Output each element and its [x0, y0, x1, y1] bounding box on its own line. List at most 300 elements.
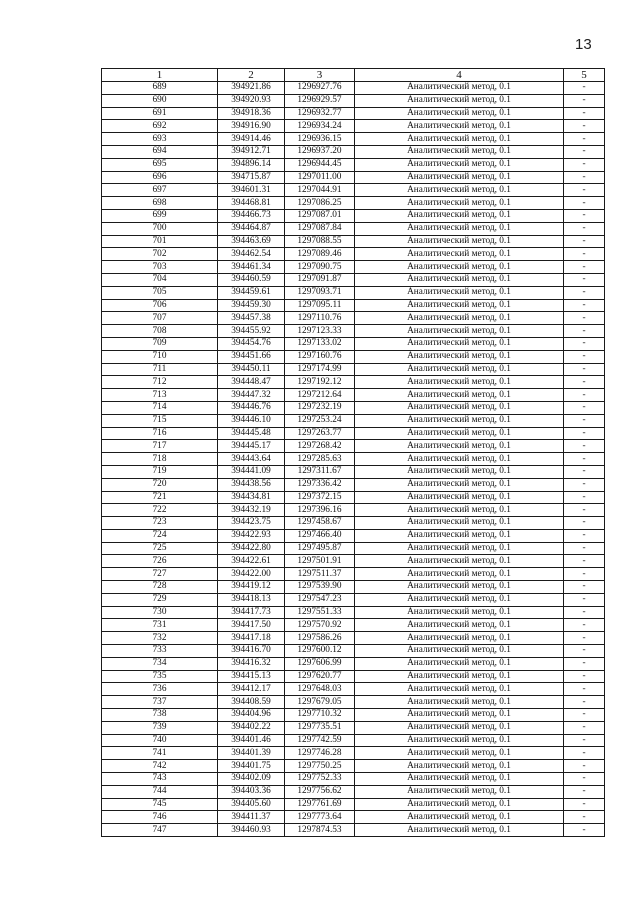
- note-cell: -: [564, 696, 605, 709]
- point-number-cell: 737: [102, 696, 218, 709]
- x-coordinate-cell: 394459.30: [218, 299, 285, 312]
- x-coordinate-cell: 394457.38: [218, 312, 285, 325]
- note-cell: -: [564, 721, 605, 734]
- note-cell: -: [564, 542, 605, 555]
- column-header-1: 1: [102, 69, 218, 82]
- method-cell: Аналитический метод, 0.1: [355, 145, 564, 158]
- y-coordinate-cell: 1297396.16: [285, 504, 355, 517]
- x-coordinate-cell: 394408.59: [218, 696, 285, 709]
- note-cell: -: [564, 184, 605, 197]
- method-cell: Аналитический метод, 0.1: [355, 376, 564, 389]
- method-cell: Аналитический метод, 0.1: [355, 325, 564, 338]
- point-number-cell: 740: [102, 734, 218, 747]
- method-cell: Аналитический метод, 0.1: [355, 581, 564, 594]
- y-coordinate-cell: 1297090.75: [285, 261, 355, 274]
- y-coordinate-cell: 1296932.77: [285, 107, 355, 120]
- note-cell: -: [564, 478, 605, 491]
- point-number-cell: 719: [102, 465, 218, 478]
- y-coordinate-cell: 1297089.46: [285, 248, 355, 261]
- table-row: [102, 619, 605, 632]
- method-cell: Аналитический метод, 0.1: [355, 389, 564, 402]
- method-cell: Аналитический метод, 0.1: [355, 657, 564, 670]
- note-cell: -: [564, 286, 605, 299]
- table-row: [102, 440, 605, 453]
- y-coordinate-cell: 1297372.15: [285, 491, 355, 504]
- method-cell: Аналитический метод, 0.1: [355, 453, 564, 466]
- y-coordinate-cell: 1297742.59: [285, 734, 355, 747]
- point-number-cell: 697: [102, 184, 218, 197]
- point-number-cell: 720: [102, 478, 218, 491]
- table-row: [102, 465, 605, 478]
- x-coordinate-cell: 394419.12: [218, 581, 285, 594]
- method-cell: Аналитический метод, 0.1: [355, 261, 564, 274]
- y-coordinate-cell: 1297110.76: [285, 312, 355, 325]
- table-row: [102, 389, 605, 402]
- table-row: [102, 235, 605, 248]
- method-cell: Аналитический метод, 0.1: [355, 734, 564, 747]
- method-cell: Аналитический метод, 0.1: [355, 440, 564, 453]
- table-row: [102, 709, 605, 722]
- y-coordinate-cell: 1297606.99: [285, 657, 355, 670]
- x-coordinate-cell: 394896.14: [218, 158, 285, 171]
- method-cell: Аналитический метод, 0.1: [355, 811, 564, 824]
- table-row: [102, 197, 605, 210]
- method-cell: Аналитический метод, 0.1: [355, 82, 564, 95]
- y-coordinate-cell: 1297679.05: [285, 696, 355, 709]
- x-coordinate-cell: 394402.22: [218, 721, 285, 734]
- point-number-cell: 710: [102, 350, 218, 363]
- y-coordinate-cell: 1297044.91: [285, 184, 355, 197]
- table-row: [102, 645, 605, 658]
- table-row: [102, 171, 605, 184]
- point-number-cell: 746: [102, 811, 218, 824]
- table-row: [102, 670, 605, 683]
- note-cell: -: [564, 760, 605, 773]
- y-coordinate-cell: 1297091.87: [285, 273, 355, 286]
- method-cell: Аналитический метод, 0.1: [355, 273, 564, 286]
- table-row: [102, 82, 605, 95]
- method-cell: Аналитический метод, 0.1: [355, 619, 564, 632]
- note-cell: -: [564, 389, 605, 402]
- method-cell: Аналитический метод, 0.1: [355, 94, 564, 107]
- table-row: [102, 158, 605, 171]
- y-coordinate-cell: 1297547.23: [285, 593, 355, 606]
- table-row: [102, 427, 605, 440]
- table-row: [102, 824, 605, 837]
- note-cell: -: [564, 350, 605, 363]
- y-coordinate-cell: 1297087.84: [285, 222, 355, 235]
- method-cell: Аналитический метод, 0.1: [355, 645, 564, 658]
- note-cell: -: [564, 325, 605, 338]
- x-coordinate-cell: 394447.32: [218, 389, 285, 402]
- method-cell: Аналитический метод, 0.1: [355, 286, 564, 299]
- point-number-cell: 731: [102, 619, 218, 632]
- point-number-cell: 708: [102, 325, 218, 338]
- y-coordinate-cell: 1297336.42: [285, 478, 355, 491]
- method-cell: Аналитический метод, 0.1: [355, 504, 564, 517]
- method-cell: Аналитический метод, 0.1: [355, 773, 564, 786]
- y-coordinate-cell: 1297253.24: [285, 414, 355, 427]
- y-coordinate-cell: 1297458.67: [285, 517, 355, 530]
- table-row: [102, 542, 605, 555]
- note-cell: -: [564, 337, 605, 350]
- y-coordinate-cell: 1297268.42: [285, 440, 355, 453]
- table-row: [102, 568, 605, 581]
- x-coordinate-cell: 394601.31: [218, 184, 285, 197]
- table-row: [102, 261, 605, 274]
- note-cell: -: [564, 657, 605, 670]
- table-row: [102, 747, 605, 760]
- point-number-cell: 695: [102, 158, 218, 171]
- y-coordinate-cell: 1296929.57: [285, 94, 355, 107]
- method-cell: Аналитический метод, 0.1: [355, 337, 564, 350]
- note-cell: -: [564, 645, 605, 658]
- x-coordinate-cell: 394422.00: [218, 568, 285, 581]
- method-cell: Аналитический метод, 0.1: [355, 248, 564, 261]
- point-number-cell: 730: [102, 606, 218, 619]
- note-cell: -: [564, 94, 605, 107]
- point-number-cell: 707: [102, 312, 218, 325]
- point-number-cell: 706: [102, 299, 218, 312]
- point-number-cell: 742: [102, 760, 218, 773]
- table-row: [102, 696, 605, 709]
- note-cell: -: [564, 593, 605, 606]
- point-number-cell: 701: [102, 235, 218, 248]
- point-number-cell: 716: [102, 427, 218, 440]
- x-coordinate-cell: 394461.34: [218, 261, 285, 274]
- x-coordinate-cell: 394411.37: [218, 811, 285, 824]
- table-row: [102, 504, 605, 517]
- note-cell: -: [564, 145, 605, 158]
- table-row: [102, 606, 605, 619]
- y-coordinate-cell: 1296944.45: [285, 158, 355, 171]
- y-coordinate-cell: 1297123.33: [285, 325, 355, 338]
- note-cell: -: [564, 312, 605, 325]
- note-cell: -: [564, 222, 605, 235]
- x-coordinate-cell: 394464.87: [218, 222, 285, 235]
- y-coordinate-cell: 1297311.67: [285, 465, 355, 478]
- note-cell: -: [564, 261, 605, 274]
- y-coordinate-cell: 1297752.33: [285, 773, 355, 786]
- x-coordinate-cell: 394403.36: [218, 785, 285, 798]
- method-cell: Аналитический метод, 0.1: [355, 721, 564, 734]
- point-number-cell: 709: [102, 337, 218, 350]
- table-row: [102, 133, 605, 146]
- point-number-cell: 723: [102, 517, 218, 530]
- column-header-2: 2: [218, 69, 285, 82]
- x-coordinate-cell: 394401.39: [218, 747, 285, 760]
- table-row: [102, 798, 605, 811]
- method-cell: Аналитический метод, 0.1: [355, 632, 564, 645]
- method-cell: Аналитический метод, 0.1: [355, 760, 564, 773]
- point-number-cell: 726: [102, 555, 218, 568]
- note-cell: -: [564, 529, 605, 542]
- note-cell: -: [564, 209, 605, 222]
- point-number-cell: 713: [102, 389, 218, 402]
- table-row: [102, 145, 605, 158]
- note-cell: -: [564, 158, 605, 171]
- point-number-cell: 714: [102, 401, 218, 414]
- table-row: [102, 222, 605, 235]
- table-row: [102, 401, 605, 414]
- note-cell: -: [564, 504, 605, 517]
- point-number-cell: 724: [102, 529, 218, 542]
- method-cell: Аналитический метод, 0.1: [355, 785, 564, 798]
- method-cell: Аналитический метод, 0.1: [355, 542, 564, 555]
- table-row: [102, 350, 605, 363]
- method-cell: Аналитический метод, 0.1: [355, 670, 564, 683]
- point-number-cell: 698: [102, 197, 218, 210]
- table-row: [102, 721, 605, 734]
- table-row: [102, 773, 605, 786]
- table-row: [102, 286, 605, 299]
- note-cell: -: [564, 581, 605, 594]
- table-row: [102, 593, 605, 606]
- point-number-cell: 691: [102, 107, 218, 120]
- method-cell: Аналитический метод, 0.1: [355, 120, 564, 133]
- y-coordinate-cell: 1297750.25: [285, 760, 355, 773]
- point-number-cell: 734: [102, 657, 218, 670]
- method-cell: Аналитический метод, 0.1: [355, 568, 564, 581]
- y-coordinate-cell: 1297087.01: [285, 209, 355, 222]
- x-coordinate-cell: 394434.81: [218, 491, 285, 504]
- y-coordinate-cell: 1297756.62: [285, 785, 355, 798]
- coordinates-table-body: [102, 69, 605, 837]
- x-coordinate-cell: 394415.13: [218, 670, 285, 683]
- y-coordinate-cell: 1296934.24: [285, 120, 355, 133]
- note-cell: -: [564, 427, 605, 440]
- x-coordinate-cell: 394443.64: [218, 453, 285, 466]
- note-cell: -: [564, 824, 605, 837]
- y-coordinate-cell: 1297746.28: [285, 747, 355, 760]
- y-coordinate-cell: 1296927.76: [285, 82, 355, 95]
- x-coordinate-cell: 394460.59: [218, 273, 285, 286]
- note-cell: -: [564, 619, 605, 632]
- note-cell: -: [564, 401, 605, 414]
- method-cell: Аналитический метод, 0.1: [355, 465, 564, 478]
- x-coordinate-cell: 394417.50: [218, 619, 285, 632]
- table-row: [102, 120, 605, 133]
- x-coordinate-cell: 394916.90: [218, 120, 285, 133]
- page-number: 13: [575, 36, 592, 53]
- y-coordinate-cell: 1297263.77: [285, 427, 355, 440]
- x-coordinate-cell: 394455.92: [218, 325, 285, 338]
- table-row: [102, 734, 605, 747]
- y-coordinate-cell: 1297088.55: [285, 235, 355, 248]
- table-row: [102, 107, 605, 120]
- table-row: [102, 555, 605, 568]
- note-cell: -: [564, 299, 605, 312]
- x-coordinate-cell: 394416.32: [218, 657, 285, 670]
- y-coordinate-cell: 1297570.92: [285, 619, 355, 632]
- y-coordinate-cell: 1297174.99: [285, 363, 355, 376]
- point-number-cell: 733: [102, 645, 218, 658]
- point-number-cell: 736: [102, 683, 218, 696]
- method-cell: Аналитический метод, 0.1: [355, 747, 564, 760]
- table-row: [102, 453, 605, 466]
- point-number-cell: 732: [102, 632, 218, 645]
- y-coordinate-cell: 1297466.40: [285, 529, 355, 542]
- method-cell: Аналитический метод, 0.1: [355, 696, 564, 709]
- x-coordinate-cell: 394912.71: [218, 145, 285, 158]
- x-coordinate-cell: 394402.09: [218, 773, 285, 786]
- y-coordinate-cell: 1297093.71: [285, 286, 355, 299]
- table-row: [102, 683, 605, 696]
- note-cell: -: [564, 107, 605, 120]
- note-cell: -: [564, 235, 605, 248]
- y-coordinate-cell: 1297648.03: [285, 683, 355, 696]
- method-cell: Аналитический метод, 0.1: [355, 824, 564, 837]
- y-coordinate-cell: 1297600.12: [285, 645, 355, 658]
- table-row: [102, 632, 605, 645]
- note-cell: -: [564, 414, 605, 427]
- point-number-cell: 705: [102, 286, 218, 299]
- method-cell: Аналитический метод, 0.1: [355, 606, 564, 619]
- note-cell: -: [564, 798, 605, 811]
- note-cell: -: [564, 376, 605, 389]
- point-number-cell: 699: [102, 209, 218, 222]
- note-cell: -: [564, 197, 605, 210]
- method-cell: Аналитический метод, 0.1: [355, 350, 564, 363]
- point-number-cell: 702: [102, 248, 218, 261]
- point-number-cell: 725: [102, 542, 218, 555]
- y-coordinate-cell: 1297511.37: [285, 568, 355, 581]
- table-row: [102, 209, 605, 222]
- note-cell: -: [564, 273, 605, 286]
- table-row: [102, 94, 605, 107]
- point-number-cell: 722: [102, 504, 218, 517]
- method-cell: Аналитический метод, 0.1: [355, 197, 564, 210]
- y-coordinate-cell: 1297160.76: [285, 350, 355, 363]
- point-number-cell: 747: [102, 824, 218, 837]
- x-coordinate-cell: 394445.48: [218, 427, 285, 440]
- x-coordinate-cell: 394438.56: [218, 478, 285, 491]
- x-coordinate-cell: 394422.61: [218, 555, 285, 568]
- table-row: [102, 581, 605, 594]
- x-coordinate-cell: 394921.86: [218, 82, 285, 95]
- method-cell: Аналитический метод, 0.1: [355, 184, 564, 197]
- x-coordinate-cell: 394466.73: [218, 209, 285, 222]
- point-number-cell: 690: [102, 94, 218, 107]
- x-coordinate-cell: 394416.70: [218, 645, 285, 658]
- point-number-cell: 738: [102, 709, 218, 722]
- y-coordinate-cell: 1296937.20: [285, 145, 355, 158]
- method-cell: Аналитический метод, 0.1: [355, 593, 564, 606]
- x-coordinate-cell: 394441.09: [218, 465, 285, 478]
- y-coordinate-cell: 1297011.00: [285, 171, 355, 184]
- y-coordinate-cell: 1297586.26: [285, 632, 355, 645]
- note-cell: -: [564, 363, 605, 376]
- note-cell: -: [564, 568, 605, 581]
- table-row: [102, 273, 605, 286]
- point-number-cell: 721: [102, 491, 218, 504]
- column-header-4: 4: [355, 69, 564, 82]
- note-cell: -: [564, 171, 605, 184]
- x-coordinate-cell: 394418.13: [218, 593, 285, 606]
- note-cell: -: [564, 773, 605, 786]
- table-row: [102, 478, 605, 491]
- y-coordinate-cell: 1297551.33: [285, 606, 355, 619]
- note-cell: -: [564, 785, 605, 798]
- point-number-cell: 729: [102, 593, 218, 606]
- y-coordinate-cell: 1297232.19: [285, 401, 355, 414]
- method-cell: Аналитический метод, 0.1: [355, 107, 564, 120]
- point-number-cell: 727: [102, 568, 218, 581]
- y-coordinate-cell: 1297285.63: [285, 453, 355, 466]
- y-coordinate-cell: 1297095.11: [285, 299, 355, 312]
- y-coordinate-cell: 1297212.64: [285, 389, 355, 402]
- note-cell: -: [564, 491, 605, 504]
- method-cell: Аналитический метод, 0.1: [355, 478, 564, 491]
- note-cell: -: [564, 632, 605, 645]
- note-cell: -: [564, 747, 605, 760]
- y-coordinate-cell: 1296936.15: [285, 133, 355, 146]
- table-row: [102, 517, 605, 530]
- method-cell: Аналитический метод, 0.1: [355, 414, 564, 427]
- note-cell: -: [564, 683, 605, 696]
- note-cell: -: [564, 734, 605, 747]
- coordinates-table: [101, 68, 605, 837]
- x-coordinate-cell: 394422.80: [218, 542, 285, 555]
- method-cell: Аналитический метод, 0.1: [355, 222, 564, 235]
- point-number-cell: 696: [102, 171, 218, 184]
- table-row: [102, 785, 605, 798]
- point-number-cell: 743: [102, 773, 218, 786]
- point-number-cell: 739: [102, 721, 218, 734]
- y-coordinate-cell: 1297501.91: [285, 555, 355, 568]
- table-row: [102, 325, 605, 338]
- y-coordinate-cell: 1297874.53: [285, 824, 355, 837]
- x-coordinate-cell: 394451.66: [218, 350, 285, 363]
- x-coordinate-cell: 394423.75: [218, 517, 285, 530]
- point-number-cell: 744: [102, 785, 218, 798]
- x-coordinate-cell: 394404.96: [218, 709, 285, 722]
- note-cell: -: [564, 555, 605, 568]
- x-coordinate-cell: 394401.46: [218, 734, 285, 747]
- x-coordinate-cell: 394459.61: [218, 286, 285, 299]
- table-row: [102, 376, 605, 389]
- x-coordinate-cell: 394918.36: [218, 107, 285, 120]
- method-cell: Аналитический метод, 0.1: [355, 133, 564, 146]
- x-coordinate-cell: 394401.75: [218, 760, 285, 773]
- y-coordinate-cell: 1297192.12: [285, 376, 355, 389]
- point-number-cell: 703: [102, 261, 218, 274]
- x-coordinate-cell: 394920.93: [218, 94, 285, 107]
- y-coordinate-cell: 1297620.77: [285, 670, 355, 683]
- x-coordinate-cell: 394405.60: [218, 798, 285, 811]
- table-row: [102, 312, 605, 325]
- table-row: [102, 491, 605, 504]
- x-coordinate-cell: 394446.76: [218, 401, 285, 414]
- method-cell: Аналитический метод, 0.1: [355, 363, 564, 376]
- method-cell: Аналитический метод, 0.1: [355, 235, 564, 248]
- x-coordinate-cell: 394448.47: [218, 376, 285, 389]
- note-cell: -: [564, 248, 605, 261]
- note-cell: -: [564, 811, 605, 824]
- x-coordinate-cell: 394463.69: [218, 235, 285, 248]
- point-number-cell: 718: [102, 453, 218, 466]
- x-coordinate-cell: 394454.76: [218, 337, 285, 350]
- table-row: [102, 657, 605, 670]
- point-number-cell: 745: [102, 798, 218, 811]
- note-cell: -: [564, 606, 605, 619]
- method-cell: Аналитический метод, 0.1: [355, 171, 564, 184]
- column-header-5: 5: [564, 69, 605, 82]
- method-cell: Аналитический метод, 0.1: [355, 401, 564, 414]
- x-coordinate-cell: 394445.17: [218, 440, 285, 453]
- x-coordinate-cell: 394446.10: [218, 414, 285, 427]
- table-header-row: [102, 69, 605, 82]
